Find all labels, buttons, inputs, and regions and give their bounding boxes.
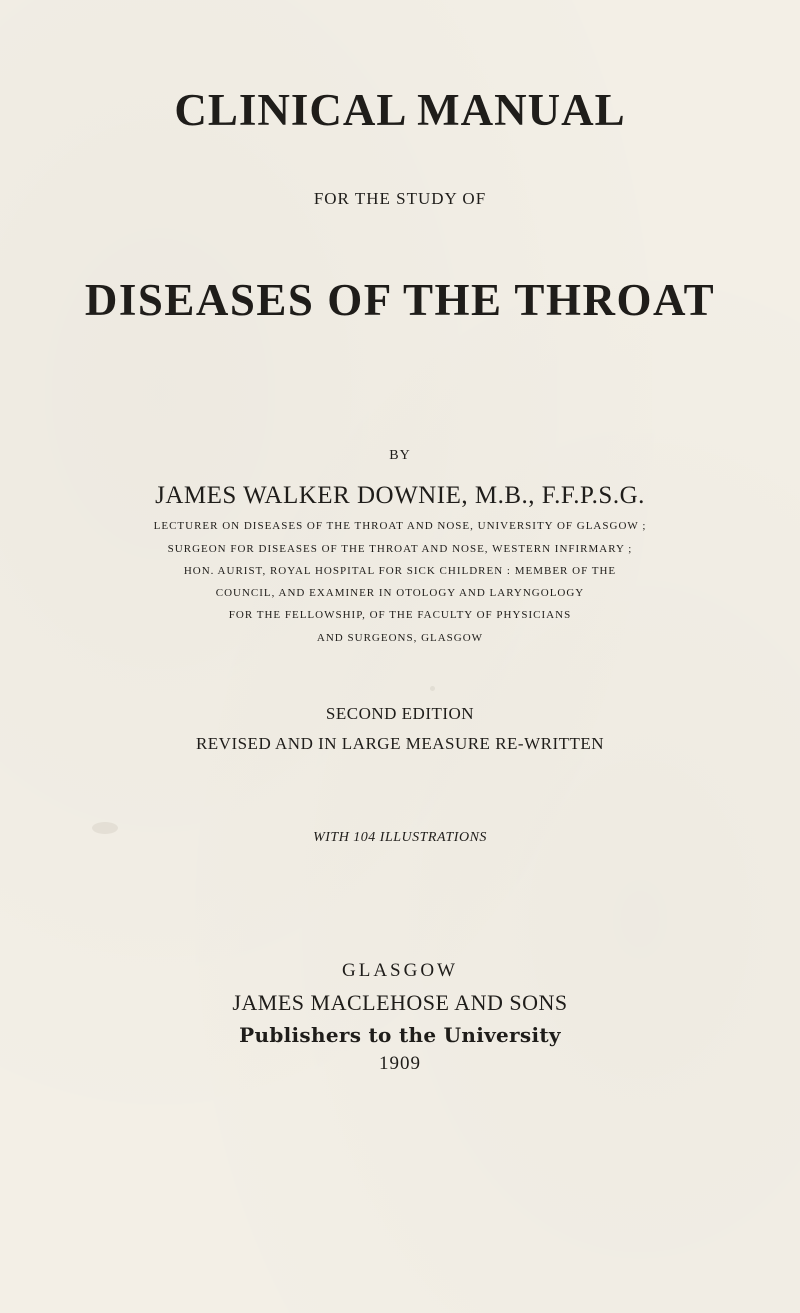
illustrations-note: WITH 104 ILLUSTRATIONS <box>313 830 487 845</box>
author-credential: LECTURER ON DISEASES OF THE THROAT AND NOSE, UNIVERSITY OF GLASGOW ; <box>153 520 647 532</box>
author-credential: FOR THE FELLOWSHIP, OF THE FACULTY OF PHYSICIANS <box>228 609 572 621</box>
main-title: CLINICAL MANUAL <box>174 85 626 135</box>
publisher-role: Publishers to the University <box>239 1023 561 1047</box>
author-name: JAMES WALKER DOWNIE, M.B., F.F.P.S.G. <box>155 482 645 509</box>
publisher-name: JAMES MACLEHOSE AND SONS <box>232 990 568 1015</box>
revision-note: REVISED AND IN LARGE MEASURE RE-WRITTEN <box>195 734 605 753</box>
publication-place: GLASGOW <box>342 960 458 981</box>
publication-year: 1909 <box>379 1053 421 1074</box>
author-credential: HON. AURIST, ROYAL HOSPITAL FOR SICK CHILDREN : MEMBER OF THE <box>183 565 617 577</box>
author-credential: SURGEON FOR DISEASES OF THE THROAT AND NOSE, WESTERN INFIRMARY ; <box>167 543 633 555</box>
paper-stain <box>430 686 435 691</box>
subtitle: FOR THE STUDY OF <box>313 189 487 208</box>
author-credential: AND SURGEONS, GLASGOW <box>316 632 484 644</box>
edition: SECOND EDITION <box>325 704 475 723</box>
subject-title: DISEASES OF THE THROAT <box>84 275 716 325</box>
by-line: BY <box>389 448 411 463</box>
author-credential: COUNCIL, AND EXAMINER IN OTOLOGY AND LARYNGOLOGY <box>215 587 585 599</box>
